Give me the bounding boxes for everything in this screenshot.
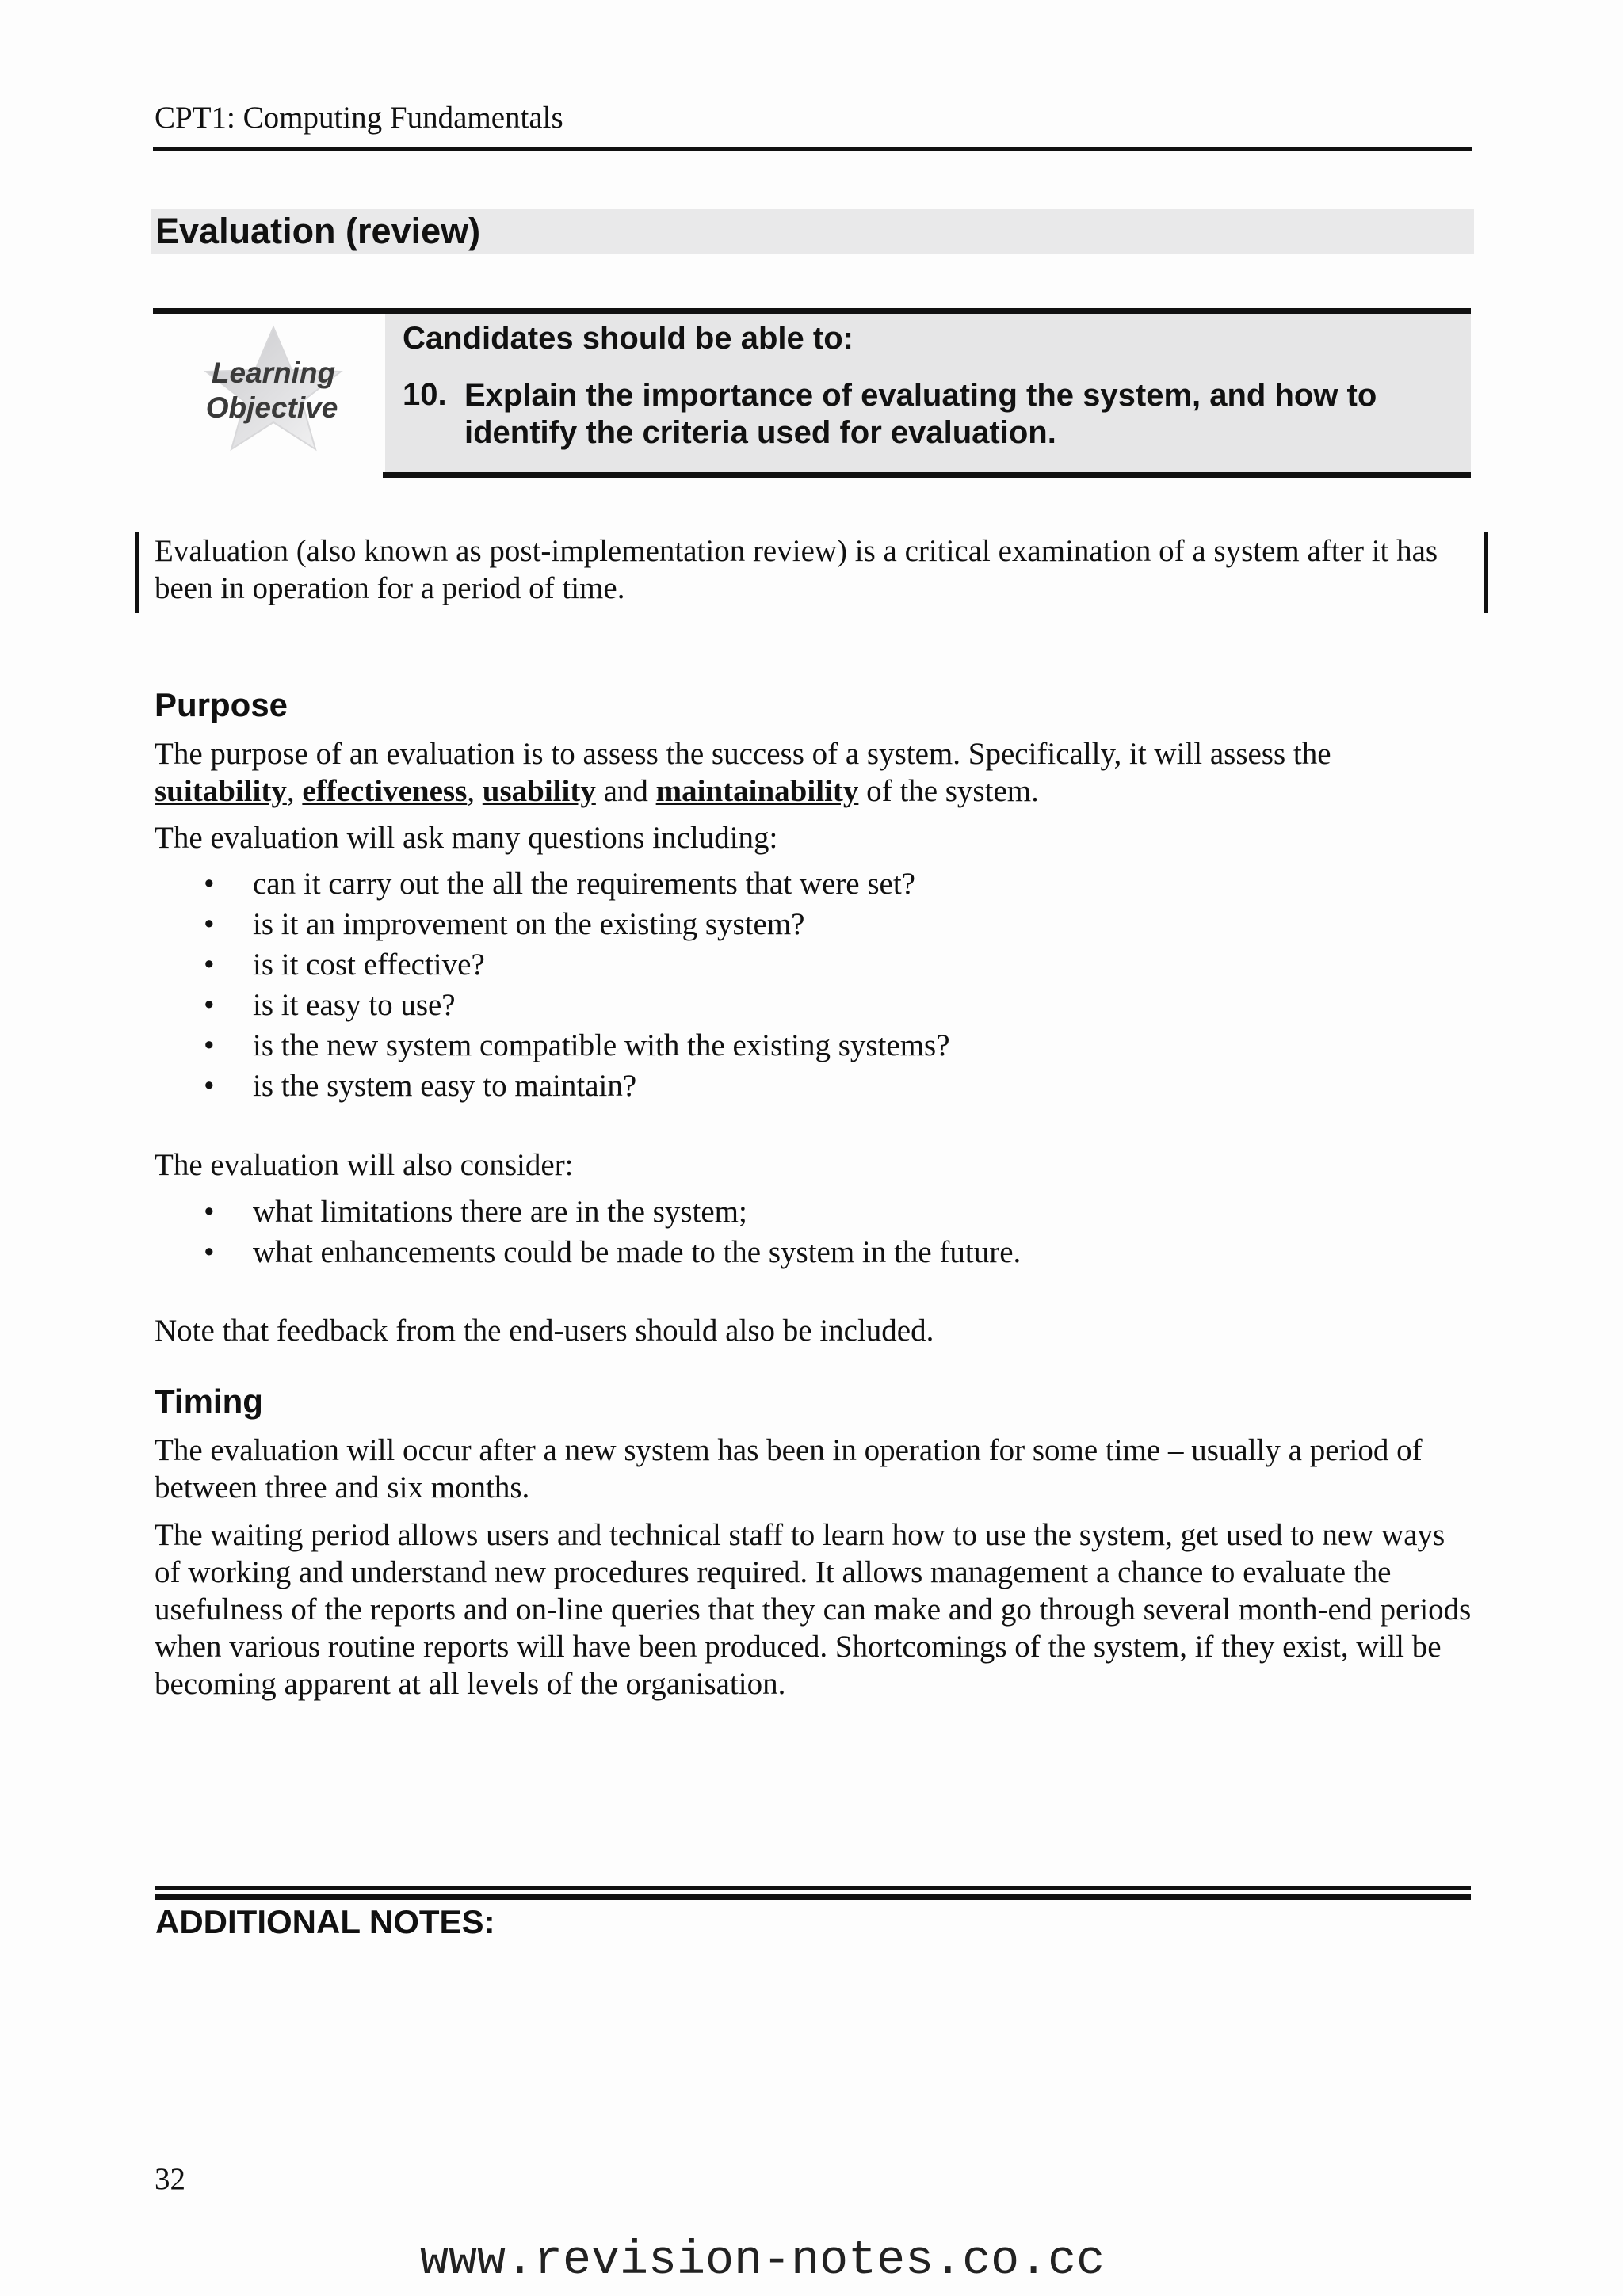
list-item-text: can it carry out the all the requirements that were set?	[253, 867, 915, 901]
bullet-icon: •	[204, 907, 215, 941]
header-rule	[153, 147, 1472, 151]
bullet-icon: •	[204, 1235, 215, 1269]
bullet-icon: •	[204, 867, 215, 901]
questions-list	[155, 864, 950, 1106]
timing-paragraph-1: The evaluation will occur after a new system has been in operation for some time – usually a period of between three and six months.	[155, 1433, 1423, 1505]
change-bar-left	[135, 532, 139, 613]
separator: ,	[286, 774, 303, 808]
notes-rule-thick	[155, 1894, 1471, 1900]
timing-paragraph-2: The waiting period allows users and technical staff to learn how to use the system, get used to new ways of working and understand new procedures required. It allows management a chance to evaluate the usefulness of the reports and on-line queries that they can make and go through several month-end periods when various routine reports will have been produced. Shortcomings of the system, if they exist, will be becoming apparent at all levels of the organisation.	[155, 1518, 1472, 1701]
term-suitability: suitability	[155, 774, 287, 808]
list-item-text: is it easy to use?	[253, 988, 456, 1022]
bullet-icon: •	[204, 1028, 215, 1062]
consider-lead: The evaluation will also consider:	[155, 1148, 574, 1182]
separator: ,	[467, 774, 483, 808]
objective-top-rule	[153, 308, 1471, 314]
list-item-text: is the system easy to maintain?	[253, 1069, 637, 1103]
separator: and	[595, 774, 656, 808]
bullet-icon: •	[204, 1069, 215, 1103]
learning-objective-logo	[190, 321, 357, 456]
objective-heading: Candidates should be able to:	[403, 321, 854, 356]
list-item	[155, 1192, 1021, 1232]
list-item	[155, 1066, 950, 1106]
intro-paragraph: Evaluation (also known as post-implementation review) is a critical examination of a system after it has been in operation for a period of time.	[155, 534, 1438, 605]
objective-bottom-rule	[383, 472, 1471, 478]
list-item-text: what limitations there are in the system;	[253, 1195, 747, 1229]
running-header: CPT1: Computing Fundamentals	[155, 101, 563, 135]
notes-rule-thin	[155, 1886, 1471, 1890]
list-item	[155, 904, 950, 944]
bullet-icon: •	[204, 1195, 215, 1229]
list-item-text: is it an improvement on the existing system?	[253, 907, 805, 941]
list-item	[155, 944, 950, 985]
footer-url: www.revision-notes.co.cc	[420, 2234, 1106, 2288]
logo-line-objective: Objective	[205, 391, 338, 424]
logo-line-learning: Learning	[211, 357, 336, 389]
term-maintainability: maintainability	[655, 774, 859, 808]
page-number: 32	[155, 2162, 185, 2196]
list-item-text: is it cost effective?	[253, 948, 485, 982]
term-effectiveness: effectiveness	[302, 774, 468, 808]
timing-heading: Timing	[155, 1383, 263, 1420]
consider-list	[155, 1192, 1021, 1272]
questions-lead: The evaluation will ask many questions including:	[155, 821, 778, 855]
change-bar-right	[1484, 532, 1488, 613]
objective-item-text: Explain the importance of evaluating the system, and how to identify the criteria used for evaluation.	[464, 378, 1377, 450]
section-title: Evaluation (review)	[155, 211, 481, 251]
list-item-text: what enhancements could be made to the system in the future.	[253, 1235, 1022, 1269]
purpose-text-end: of the system.	[858, 774, 1039, 808]
bullet-icon: •	[204, 988, 215, 1022]
bullet-icon: •	[204, 948, 215, 982]
list-item-text: is the new system compatible with the existing systems?	[253, 1028, 950, 1062]
list-item	[155, 864, 950, 904]
purpose-paragraph	[155, 735, 1474, 810]
list-item	[155, 1232, 1021, 1272]
term-usability: usability	[482, 774, 596, 808]
list-item	[155, 1025, 950, 1066]
purpose-text-start: The purpose of an evaluation is to assess the success of a system. Specifically, it will assess the	[155, 737, 1331, 771]
feedback-note: Note that feedback from the end-users should also be included.	[155, 1314, 934, 1348]
additional-notes-heading: ADDITIONAL NOTES:	[155, 1903, 495, 1940]
purpose-heading: Purpose	[155, 686, 288, 723]
list-item	[155, 985, 950, 1025]
objective-item-number: 10.	[403, 377, 447, 412]
